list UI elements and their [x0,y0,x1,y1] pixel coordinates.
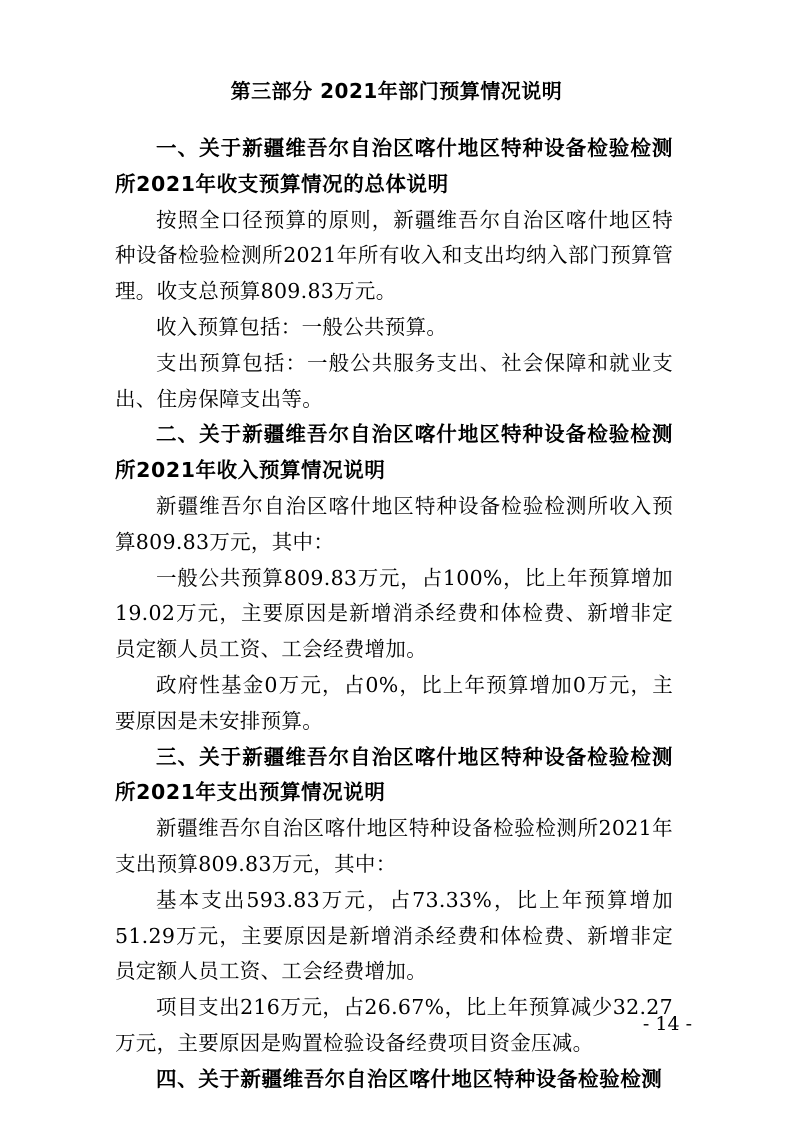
page-title: 第三部分 2021年部门预算情况说明 [230,79,563,103]
section-heading-2: 二、关于新疆维吾尔自治区喀什地区特种设备检验检测所2021年收入预算情况说明 [115,422,673,483]
page-number: - 14 - [642,1013,692,1035]
body-paragraph: 按照全口径预算的原则，新疆维吾尔自治区喀什地区特种设备检验检测所2021年所有收入和支出均纳入部门预算管理。收支总预算809.83万元。 [115,207,673,304]
body-paragraph: 一般公共预算809.83万元，占100%，比上年预算增加19.02万元，主要原因是新增消杀经费和体检费、新增非定员定额人员工资、工会经费增加。 [115,565,673,662]
section-heading-4: 四、关于新疆维吾尔自治区喀什地区特种设备检验检测 [156,1066,663,1091]
body-paragraph: 新疆维吾尔自治区喀什地区特种设备检验检测所收入预算809.83万元，其中： [115,493,673,554]
body-paragraph: 收入预算包括：一般公共预算。 [156,314,448,339]
body-paragraph: 新疆维吾尔自治区喀什地区特种设备检验检测所2021年支出预算809.83万元，其中： [115,816,673,876]
document-body [115,131,673,1098]
section-heading-3: 三、关于新疆维吾尔自治区喀什地区特种设备检验检测所2021年支出预算情况说明 [115,744,673,805]
body-paragraph: 支出预算包括：一般公共服务支出、社会保障和就业支出、住房保障支出等。 [115,350,673,411]
section-heading-1: 一、关于新疆维吾尔自治区喀什地区特种设备检验检测所2021年收支预算情况的总体说明 [115,136,673,196]
body-paragraph: 项目支出216万元，占26.67%，比上年预算减少32.27万元，主要原因是购置检验设备经费项目资金压减。 [115,995,673,1055]
body-paragraph: 基本支出593.83万元，占73.33%，比上年预算增加51.29万元，主要原因是新增消杀经费和体检费、新增非定员定额人员工资、工会经费增加。 [115,887,673,984]
body-paragraph: 政府性基金0万元，占0%，比上年预算增加0万元，主要原因是未安排预算。 [115,672,673,733]
